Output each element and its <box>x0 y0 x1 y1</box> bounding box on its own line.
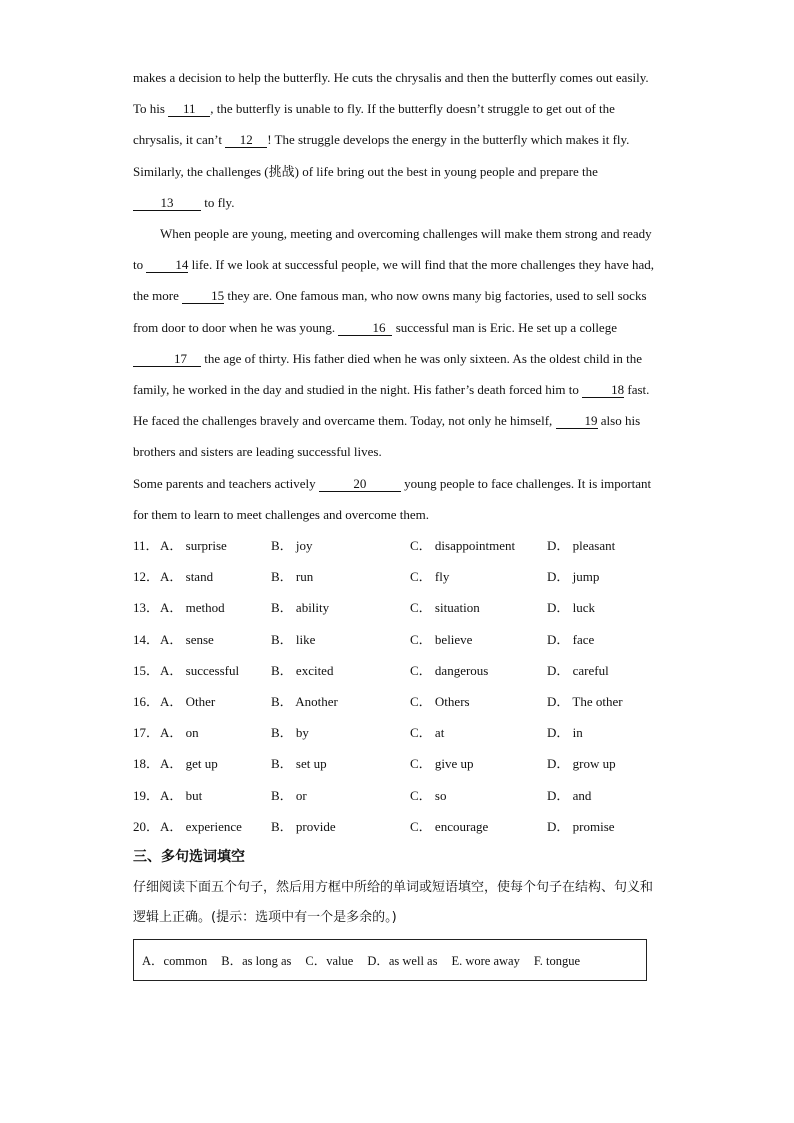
option-c: C． give up <box>410 756 474 772</box>
blank-11: 11 <box>168 101 210 117</box>
word-option-b: B．as long as <box>221 953 292 968</box>
option-c: C． so <box>410 787 447 803</box>
option-a: A． but <box>160 787 203 803</box>
question-row <box>133 592 663 623</box>
option-a: A． stand <box>160 569 214 585</box>
option-b: B． ability <box>271 600 330 616</box>
option-b: B． provide <box>271 818 336 834</box>
question-number: 16． <box>133 693 160 709</box>
question-row <box>133 748 663 779</box>
blank-18: 18 <box>582 382 624 398</box>
option-c: C． Others <box>410 693 470 709</box>
document-page <box>133 62 663 981</box>
passage-text: fast. He faced the challenges bravely and overcame them. Today, not only he himself, <box>133 382 650 429</box>
option-c: C． disappointment <box>410 538 516 554</box>
word-option-d: D．as well as <box>367 953 438 968</box>
passage-text: ! The struggle develops the energy in the butterfly which makes it fly. Similarly, the challenges (挑战) of life bring out the best in young people and prepare the <box>133 132 630 179</box>
question-number: 14． <box>133 631 160 647</box>
option-d: D． and <box>547 787 592 803</box>
option-b: B． excited <box>271 662 334 678</box>
question-row <box>133 686 663 717</box>
option-b: B． by <box>271 725 309 741</box>
option-b: B． Another <box>271 693 338 709</box>
option-a: A． successful <box>160 662 240 678</box>
passage-text: successful man is Eric. He set up a college <box>392 319 617 335</box>
question-row <box>133 530 663 561</box>
option-d: D． in <box>547 725 583 741</box>
passage-paragraph-1 <box>133 62 663 218</box>
option-a: A． surprise <box>160 538 227 554</box>
option-a: A． experience <box>160 818 242 834</box>
option-d: D． The other <box>547 693 623 709</box>
passage-paragraph-2 <box>133 218 663 468</box>
passage-text: they are. One famous man, who now owns many big factories, used to sell socks from door to door when he was young. <box>133 288 647 335</box>
question-number: 11． <box>133 538 159 554</box>
option-d: D． pleasant <box>547 538 616 554</box>
question-number: 13． <box>133 600 160 616</box>
passage-text: Some parents and teachers actively <box>133 475 319 491</box>
blank-17: 17 <box>133 351 201 367</box>
passage-text: , the butterfly is unable to fly. If the butterfly doesn’t struggle to get out of the chrysalis, it can’t <box>133 101 615 148</box>
option-c: C． fly <box>410 569 450 585</box>
option-c: C． believe <box>410 631 473 647</box>
option-b: B． run <box>271 569 314 585</box>
blank-14: 14 <box>146 257 188 273</box>
option-b: B． joy <box>271 538 313 554</box>
option-a: A． sense <box>160 631 214 647</box>
option-b: B． or <box>271 787 307 803</box>
word-bank-box <box>133 939 647 981</box>
passage-text: to fly. <box>201 194 235 210</box>
option-d: D． promise <box>547 818 615 834</box>
option-c: C． situation <box>410 600 480 616</box>
option-d: D． jump <box>547 569 600 585</box>
question-row <box>133 624 663 655</box>
question-number: 19． <box>133 787 160 803</box>
option-d: D． face <box>547 631 595 647</box>
option-a: A． get up <box>160 756 218 772</box>
blank-15: 15 <box>182 288 224 304</box>
option-a: A． on <box>160 725 199 741</box>
option-c: C． encourage <box>410 818 489 834</box>
question-row <box>133 561 663 592</box>
passage-text: the age of thirty. His father died when he was only sixteen. As the oldest child in the family, he worked in the day and studied in the night. His father’s death forced him to <box>133 350 643 398</box>
option-c: C． at <box>410 725 445 741</box>
option-c: C． dangerous <box>410 662 489 678</box>
option-d: D． luck <box>547 600 596 616</box>
word-option-c: C．value <box>305 953 354 968</box>
passage-text: makes a decision to help the butterfly. He cuts the chrysalis and then the butterfly comes out easily. To his <box>133 70 649 117</box>
question-row <box>133 811 663 842</box>
passage-text: also his brothers and sisters are leading successful lives. <box>133 413 641 460</box>
passage-paragraph-3 <box>133 468 663 530</box>
word-option-a: A．common <box>142 953 208 968</box>
question-row <box>133 655 663 686</box>
passage-text: When people are young, meeting and overcoming challenges will make them strong and ready to <box>133 226 652 273</box>
option-a: A． method <box>160 600 225 616</box>
question-number: 17． <box>133 725 160 741</box>
section-title: 三、多句选词填空 <box>133 848 245 865</box>
question-number: 12． <box>133 569 160 585</box>
word-option-f: F. tongue <box>533 953 581 968</box>
section-instruction: 仔细阅读下面五个句子，然后用方框中所给的单词或短语填空，使每个句子在结构、句义和逻辑上正确。(提示：选项中有一个是多余的。) <box>133 879 654 925</box>
option-b: B． like <box>271 631 316 647</box>
question-number: 15． <box>133 662 160 678</box>
blank-13: 13 <box>133 195 201 211</box>
question-number: 18． <box>133 756 160 772</box>
passage-text: life. If we look at successful people, we will find that the more challenges they have had, the more <box>133 257 655 304</box>
blank-20: 20 <box>319 476 401 492</box>
blank-12: 12 <box>225 132 267 148</box>
blank-19: 19 <box>556 413 598 429</box>
question-row <box>133 780 663 811</box>
option-a: A． Other <box>160 693 216 709</box>
passage-text: young people to face challenges. It is important for them to learn to meet challenges and overcome them. <box>133 475 652 522</box>
question-row <box>133 717 663 748</box>
option-b: B． set up <box>271 756 327 772</box>
option-d: D． careful <box>547 662 609 678</box>
blank-16: 16 <box>338 320 392 336</box>
option-d: D． grow up <box>547 756 616 772</box>
question-list <box>133 530 663 842</box>
question-number: 20． <box>133 818 160 834</box>
word-option-e: E. wore away <box>451 953 520 968</box>
